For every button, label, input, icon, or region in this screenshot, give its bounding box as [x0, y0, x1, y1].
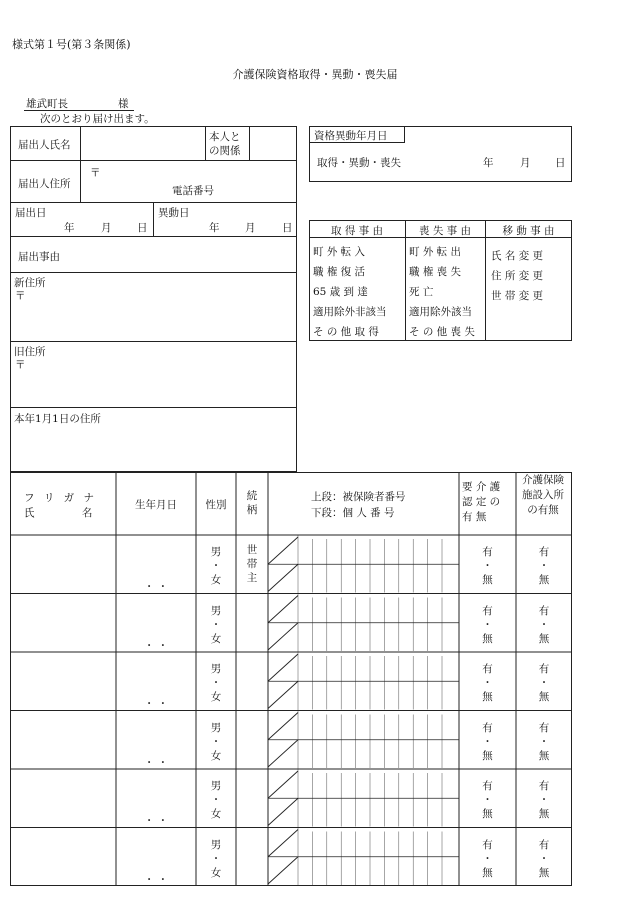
facility-no: 無 [538, 866, 550, 879]
member-relation-head: 世帯主 [246, 544, 258, 584]
facility-no: 無 [538, 632, 550, 645]
header-acquire: 取 得 事 由 [330, 225, 383, 237]
relation-label-2: の関係 [209, 145, 241, 157]
member-name-field[interactable] [12, 537, 114, 592]
member-sex[interactable] [196, 838, 236, 880]
certified-yes: 有 [482, 721, 493, 734]
sex-dot: ・ [210, 852, 222, 865]
sex-male: 男 [210, 838, 222, 851]
facility-dot: ・ [538, 852, 550, 865]
member-birth-dots[interactable]: ・ ・ [143, 815, 169, 827]
certified-no: 無 [482, 866, 493, 879]
facility-dot: ・ [538, 560, 550, 572]
member-sex[interactable] [196, 545, 236, 587]
header-birth: 生年月日 [135, 499, 177, 511]
member-birth-dots[interactable]: ・ ・ [143, 698, 169, 710]
certified-no: 無 [482, 574, 493, 586]
certified-no: 無 [482, 808, 493, 820]
member-relation-field[interactable] [238, 771, 266, 826]
sex-dot: ・ [210, 560, 222, 572]
member-name-field[interactable] [12, 713, 114, 768]
old-address-postal: 〒 [15, 359, 26, 371]
sex-dot: ・ [210, 677, 222, 689]
new-address-label: 新住所 [14, 277, 46, 289]
sex-female: 女 [210, 866, 222, 879]
sex-male: 男 [210, 604, 222, 617]
relation-label-1: 本人と [209, 131, 241, 143]
header-name: 氏 名 [24, 507, 93, 519]
acquire-reason-2: 職 権 復 活 [313, 266, 366, 278]
postal-mark: 〒 [90, 167, 101, 179]
facility-dot: ・ [538, 735, 550, 748]
qualification-year: 年 [483, 157, 494, 169]
facility-no: 無 [538, 749, 550, 762]
notify-date-day: 日 [137, 222, 148, 234]
facility-dot: ・ [538, 794, 550, 806]
change-date-year: 年 [209, 222, 220, 234]
old-address-label: 旧住所 [14, 346, 46, 358]
move-reason-3: 世 帯 変 更 [491, 290, 544, 302]
certified-no: 無 [482, 632, 493, 645]
certified-yes: 有 [482, 546, 493, 558]
qualification-day: 日 [555, 157, 566, 169]
qualification-kinds: 取得・異動・喪失 [317, 157, 401, 169]
loss-reason-4: 適用除外該当 [409, 306, 472, 318]
change-date-label: 異動日 [158, 207, 190, 219]
member-certified[interactable] [459, 779, 516, 821]
member-relation-field[interactable] [238, 713, 266, 768]
member-name-field[interactable] [12, 771, 114, 826]
acquire-reason-4: 適用除外非該当 [313, 306, 387, 318]
sex-female: 女 [210, 808, 222, 820]
header-number-bottom: 下段：個 人 番 号 [311, 507, 395, 519]
member-facility[interactable] [516, 779, 572, 821]
member-birth-dots[interactable]: ・ ・ [143, 756, 169, 769]
facility-dot: ・ [538, 677, 550, 689]
move-reason-2: 住 所 変 更 [491, 270, 544, 282]
loss-reason-3: 死 亡 [409, 286, 434, 298]
certified-dot: ・ [482, 677, 493, 689]
sex-dot: ・ [210, 794, 222, 806]
sex-female: 女 [210, 632, 222, 645]
certified-dot: ・ [482, 852, 493, 865]
certified-yes: 有 [482, 838, 493, 851]
sex-female: 女 [210, 691, 222, 703]
member-birth-dots[interactable]: ・ ・ [143, 873, 169, 886]
member-facility[interactable] [516, 604, 572, 646]
loss-reason-5: そ の 他 喪 失 [409, 326, 475, 338]
facility-no: 無 [538, 574, 550, 586]
loss-reason-2: 職 権 喪 失 [409, 266, 462, 278]
sex-dot: ・ [210, 735, 222, 748]
member-certified[interactable] [459, 545, 516, 587]
notify-date-month: 月 [101, 222, 112, 234]
certified-dot: ・ [482, 735, 493, 748]
member-certified[interactable] [459, 604, 516, 646]
notify-date-year: 年 [64, 222, 75, 234]
member-facility[interactable] [516, 721, 572, 763]
reason-label: 届出事由 [18, 251, 60, 263]
facility-yes: 有 [538, 546, 550, 558]
certified-yes: 有 [482, 604, 493, 617]
member-facility[interactable] [516, 838, 572, 880]
member-birth-dots[interactable]: ・ ・ [143, 581, 169, 593]
change-date-day: 日 [282, 222, 293, 234]
form-number: 様式第１号(第３条関係) [12, 38, 131, 51]
change-date-month: 月 [245, 222, 256, 234]
certified-dot: ・ [482, 560, 493, 572]
loss-reason-1: 町 外 転 出 [409, 246, 462, 258]
certified-no: 無 [482, 749, 493, 762]
new-address-postal: 〒 [15, 290, 26, 302]
member-relation-field[interactable] [238, 596, 266, 651]
member-name-field[interactable] [12, 596, 114, 651]
header-certified: 要 介 護 認 定 の 有 無 [462, 481, 501, 523]
member-sex[interactable] [196, 604, 236, 646]
member-name-field[interactable] [12, 654, 114, 709]
header-furigana: フ リ ガ ナ [24, 492, 98, 504]
facility-yes: 有 [538, 780, 550, 792]
member-certified[interactable] [459, 721, 516, 763]
acquire-reason-1: 町 外 転 入 [313, 246, 366, 258]
member-sex[interactable] [196, 779, 236, 821]
addressee-town: 雄武町長 [26, 98, 68, 110]
sex-female: 女 [210, 574, 222, 586]
header-relation: 続柄 [246, 490, 258, 516]
sex-dot: ・ [210, 618, 222, 631]
notifier-address-label: 届出人住所 [18, 178, 71, 190]
member-name-field[interactable] [12, 830, 114, 885]
header-number-top: 上段：被保険者番号 [311, 491, 406, 503]
member-certified[interactable] [459, 838, 516, 880]
certified-no: 無 [482, 691, 493, 703]
member-sex[interactable] [196, 662, 236, 704]
addressee-honorific: 様 [118, 98, 129, 110]
phone-label: 電話番号 [172, 185, 214, 197]
intro-text: 次のとおり届け出ます。 [40, 113, 155, 125]
certified-dot: ・ [482, 618, 493, 631]
header-loss: 喪 失 事 由 [418, 225, 471, 237]
qualification-date-title: 資格異動年月日 [314, 130, 388, 142]
member-relation-field[interactable] [238, 654, 266, 709]
facility-yes: 有 [538, 663, 550, 675]
sex-male: 男 [210, 780, 222, 792]
member-facility[interactable] [516, 545, 572, 587]
facility-dot: ・ [538, 618, 550, 631]
facility-no: 無 [538, 808, 550, 820]
sex-male: 男 [210, 663, 222, 675]
sex-male: 男 [210, 721, 222, 734]
acquire-reason-5: そ の 他 取 得 [313, 326, 379, 338]
notify-date-label: 届出日 [15, 207, 47, 219]
qualification-month: 月 [520, 157, 531, 169]
notifier-name-label: 届出人氏名 [18, 139, 71, 151]
member-relation-field[interactable] [238, 830, 266, 885]
move-reason-1: 氏 名 変 更 [491, 250, 544, 262]
facility-yes: 有 [538, 604, 550, 617]
certified-dot: ・ [482, 794, 493, 806]
facility-yes: 有 [538, 838, 550, 851]
certified-yes: 有 [482, 663, 493, 675]
sex-female: 女 [210, 749, 222, 762]
certified-yes: 有 [482, 780, 493, 792]
sex-male: 男 [210, 546, 222, 558]
facility-no: 無 [538, 691, 550, 703]
facility-yes: 有 [538, 721, 550, 734]
jan1-address-label: 本年1月1日の住所 [14, 413, 101, 425]
member-sex[interactable] [196, 721, 236, 763]
header-move: 移 動 事 由 [502, 225, 555, 237]
header-sex: 性別 [205, 499, 227, 511]
page-title: 介護保険資格取得・異動・喪失届 [232, 68, 398, 81]
member-birth-dots[interactable]: ・ ・ [143, 639, 169, 652]
member-certified[interactable] [459, 662, 516, 704]
acquire-reason-3: 65 歳 到 達 [313, 286, 368, 298]
header-facility: 介護保険施設入所の有無 [522, 474, 564, 516]
member-facility[interactable] [516, 662, 572, 704]
